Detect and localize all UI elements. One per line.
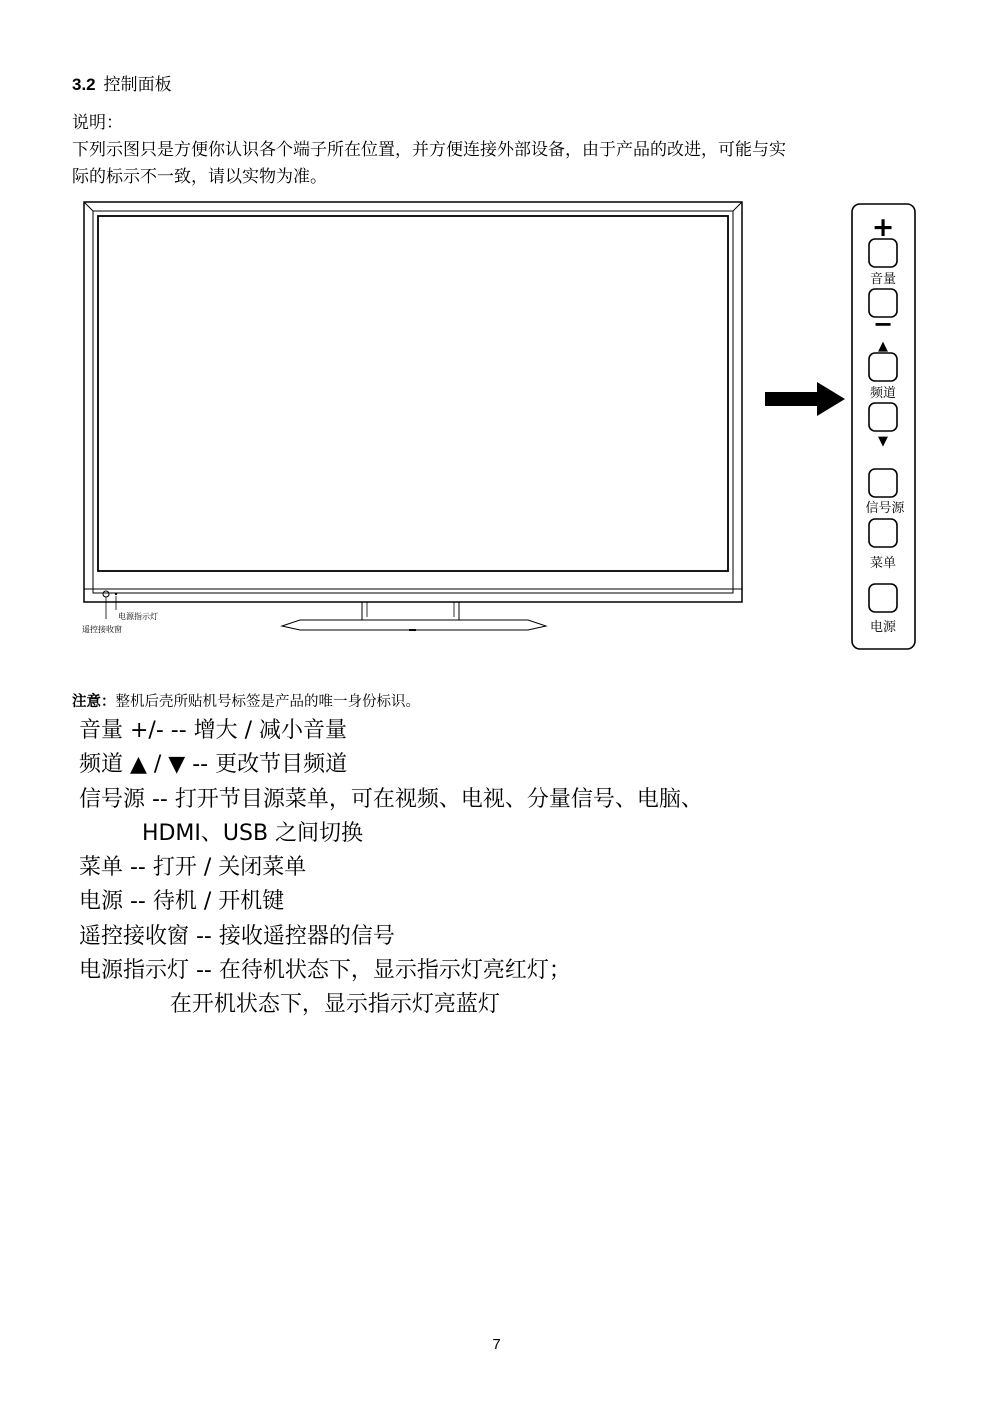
volume-label: 音量 [869,272,897,287]
intro-block [72,110,922,191]
arrow-right-icon [765,382,845,416]
note-label: 注意： [72,693,116,710]
intro-line-1: 下列示图只是方便你认识各个端子所在位置，并方便连接外部设备，由于产品的改进，可能与实 [72,140,786,160]
minus-icon: − [872,310,894,338]
menu-label: 菜单 [869,556,897,571]
legend-receiver: 遥控接收窗 -- 接收遥控器的信号 [79,923,395,949]
channel-down-button[interactable] [869,403,897,431]
menu-button[interactable] [869,519,897,547]
tv-inner-bezel [93,211,733,593]
tv-outer-frame [84,202,742,602]
section-number: 3.2 [72,75,96,94]
button-legend [79,714,703,1023]
section-heading: 控制面板 [103,75,172,95]
page-number: 7 [492,1336,501,1353]
legend-indicator: 电源指示灯 -- 在待机状态下，显示指示灯亮红灯； [79,958,571,984]
plus-icon: + [871,212,895,243]
tv-corner-tr [733,202,742,211]
power-indicator-light [115,593,117,595]
legend-source: 信号源 -- 打开节目源菜单，可在视频、电视、分量信号、电脑、 [79,786,703,812]
side-control-panel [852,204,915,649]
channel-up-arrow-icon: ▲ [878,339,888,354]
control-panel-frame [852,204,915,649]
power-button[interactable] [869,584,897,612]
legend-source-cont: HDMI、USB 之间切换 [79,820,364,846]
tv-stand-neck-inner [367,602,454,617]
source-label: 信号源 [865,501,905,516]
source-button[interactable] [869,469,897,497]
intro-line-2: 际的标示不一致，请以实物为准。 [72,167,327,187]
tv-stand-neck [362,602,459,620]
legend-power: 电源 -- 待机 / 开机键 [79,889,285,915]
power-label: 电源 [869,620,897,635]
note-text: 整机后壳所贴机号标签是产品的唯一身份标识。 [115,694,420,710]
volume-up-button[interactable] [869,239,897,267]
channel-up-button[interactable] [869,353,897,381]
tv-stand-base [282,620,546,630]
legend-volume: 音量 +/- -- 增大 / 减小音量 [79,718,348,743]
channel-down-arrow-icon: ▼ [878,434,888,449]
remote-receiver-window [103,591,109,597]
legend-indicator-cont: 在开机状态下，显示指示灯亮蓝灯 [79,992,500,1018]
legend-channel: 频道 ▲ / ▼ -- 更改节目频道 [79,752,348,778]
tv-corner-tl [84,202,93,211]
tv-illustration [84,202,742,630]
section-title [72,70,172,95]
tv-screen [98,216,728,571]
legend-menu: 菜单 -- 打开 / 关闭菜单 [79,855,307,881]
receiver-label: 遥控接收窗 [82,625,122,634]
channel-label: 频道 [869,386,897,401]
tv-control-panel-figure [0,195,993,665]
intro-heading: 说明： [72,113,123,133]
note [72,690,420,711]
indicator-label: 电源指示灯 [118,612,158,621]
